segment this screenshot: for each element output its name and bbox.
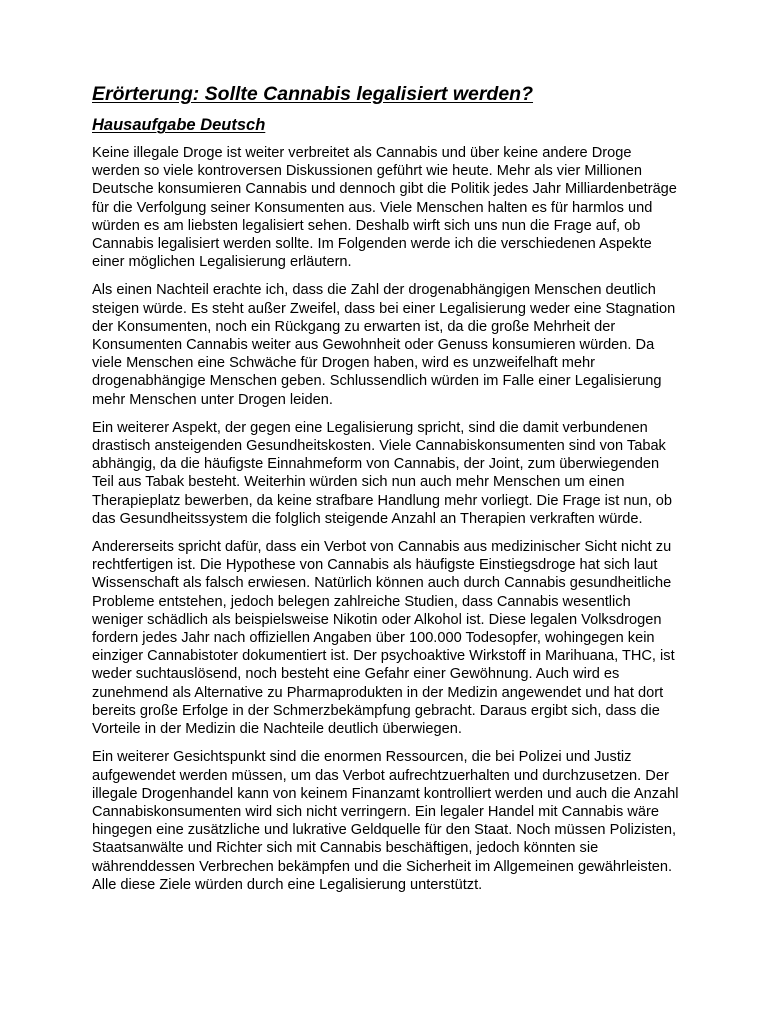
document-title: Erörterung: Sollte Cannabis legalisiert werden? — [92, 83, 534, 105]
paragraph-health-costs: Ein weiterer Aspekt, der gegen eine Legalisierung spricht, sind die damit verbundenen drastisch ansteigenden Gesundheitskosten. Viele Cannabiskonsumenten sind von Tabak abhängig, da die häufigste Einnahmeform von Cannabis, der Joint, zum überwiegenden Teil aus Tabak besteht. Weiterhin würden sich nun auch mehr Menschen um einen Therapieplatz bewerben, da keine strafbare Handlung mehr vorliegt. Die Frage ist nun, ob das Gesundheitssystem die folglich steigende Anzahl an Therapien verkraften würde. — [92, 419, 673, 527]
document-subtitle: Hausaufgabe Deutsch — [92, 116, 266, 135]
paragraph-police-resources: Ein weiterer Gesichtspunkt sind die enormen Ressourcen, die bei Polizei und Justiz aufgewendet werden müssen, um das Verbot aufrechtzuerhalten und durchzusetzen. Der illegale Drogenhandel kann von keinem Finanzamt kontrolliert werden und auch die Anzahl Cannabiskonsumenten wird sich nicht verringern. Ein legaler Handel mit Cannabis wäre hingegen eine zusätzliche und lukrative Geldquelle für den Staat. Noch müssen Polizisten, Staatsanwälte und Richter sich mit Cannabis beschäftigen, jedoch könnten sie währenddessen Verbrechen bekämpfen und die Sicherheit im Allgemeinen gewährleisten. Alle diese Ziele würden durch eine Legalisierung unterstützt. — [92, 749, 679, 893]
paragraph-introduction: Keine illegale Droge ist weiter verbreitet als Cannabis und über keine andere Droge werden so viele kontroversen Diskussionen geführt wie heute. Mehr als vier Millionen Deutsche konsumieren Cannabis und dennoch gibt die Politik jedes Jahr Milliardenbeträge für die Verfolgung seiner Konsumenten aus. Viele Menschen halten es für harmlos und würden es am liebsten legalisiert sehen. Deshalb wirft sich uns nun die Frage auf, ob Cannabis legalisiert werden sollte. Im Folgenden werde ich die verschiedenen Aspekte einer möglichen Legalisierung erläutern. — [92, 145, 677, 271]
paragraph-drug-dependency: Als einen Nachteil erachte ich, dass die Zahl der drogenabhängigen Menschen deutlich steigen würde. Es steht außer Zweifel, dass bei einer Legalisierung weder eine Stagnation der Konsumenten, noch ein Rückgang zu erwarten ist, da die große Mehrheit der Konsumenten Cannabis weiter aus Gewohnheit oder Genuss konsumieren würden. Da viele Menschen eine Schwäche für Drogen haben, wird es unzweifelhaft mehr drogenabhängige Menschen geben. Schlussendlich würden im Falle einer Legalisierung mehr Menschen unter Drogen leiden. — [92, 282, 676, 408]
paragraph-medical-view: Andererseits spricht dafür, dass ein Verbot von Cannabis aus medizinischer Sicht nicht zu rechtfertigen ist. Die Hypothese von Cannabis als häufigste Einstiegsdroge hat sich laut Wissenschaft als falsch erwiesen. Natürlich können auch durch Cannabis gesundheitliche Probleme entstehen, jedoch belegen zahlreiche Studien, dass Cannabis wesentlich weniger schädlich als beispielsweise Nikotin oder Alkohol ist. Diese legalen Volksdrogen fordern jedes Jahr nach offiziellen Angaben über 100.000 Todesopfer, wohingegen kein einziger Cannabistoter dokumentiert ist. Der psychoaktive Wirkstoff in Marihuana, THC, ist weder suchtauslösend, noch besteht eine Gefahr einer Gewöhnung. Auch wird es zunehmend als Alternative zu Pharmaprodukten in der Medizin angewendet und hat dort bereits große Erfolge in der Schmerzbekämpfung gebracht. Daraus ergibt sich, dass die Vorteile in der Medizin die Nachteile deutlich überwiegen. — [92, 539, 675, 738]
